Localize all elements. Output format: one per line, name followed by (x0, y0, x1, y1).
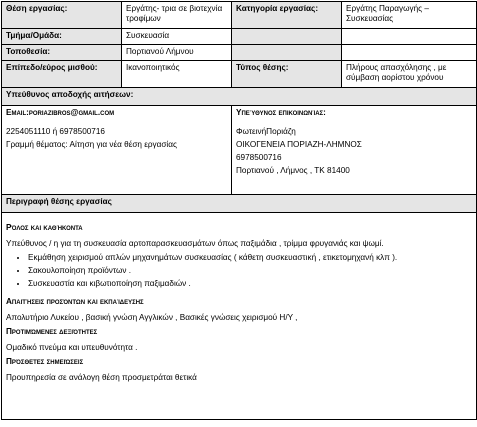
roles-intro: Υπεύθυνος / η για τη συσκευασία αρτοπαρασκευασμάτων όπως παξιμάδια , τρίμμα φρυγανιάς και ψωμί. (6, 239, 384, 248)
empty-value-cell (342, 29, 477, 45)
department-label: Τμήμα/Ομάδα: (2, 29, 122, 45)
department-value: Συσκευασία (122, 29, 232, 45)
department-row (2, 29, 477, 45)
qualifications-title: Απαιτήσεις προσόντων και εκπαίδευσης (6, 297, 144, 306)
applications-header-row (2, 88, 477, 106)
description-cell (2, 213, 477, 420)
applications-header: Υπεύθυνος αποδοχής αιτήσεων: (2, 88, 477, 106)
roles-list (6, 253, 472, 289)
email-label: Email: (6, 108, 29, 117)
position-type-value: Πλήρους απασχόλησης , με σύμβαση αορίστου χρόνου (342, 61, 477, 88)
location-label: Τοποθεσία: (2, 45, 122, 61)
list-item: • Σακουλοποίηση προϊόντων . (28, 266, 472, 276)
empty-value-cell (342, 45, 477, 61)
salary-row (2, 61, 477, 88)
job-title-value: Εργάτης- τρια σε βιοτεχνία τροφίμων (122, 2, 232, 29)
salary-label: Επίπεδο/εύρος μισθού: (2, 61, 122, 88)
job-title-label: Θέση εργασίας: (2, 2, 122, 29)
description-header: Περιγραφή θέσης εργασίας (2, 195, 477, 213)
preferred-skills-title: Προτιμώμενες δεξιότητες (6, 327, 98, 336)
job-title-row (2, 2, 477, 29)
application-contact-cell (2, 106, 232, 195)
contact-person-cell (232, 106, 477, 195)
subject-line: Γραμμή θέματος: Αίτηση για νέα θέση εργασίας (6, 140, 177, 149)
email-link[interactable]: poriazibros@gmail.com (28, 108, 115, 117)
contact-name: ΦωτεινήΠοριάζη (236, 127, 296, 136)
category-label: Κατηγορία εργασίας: (232, 2, 342, 29)
list-item: • Εκμάθηση χειρισμού απλών μηχανημάτων συσκευασίας ( κάθετη συσκευαστική , ετικετομηχανή κλπ ). (28, 253, 472, 263)
phone-numbers: 2254051110 ή 6978500716 (6, 127, 105, 136)
additional-notes-text: Προυπηρεσία σε ανάλογη θέση προσμετράται θετικά (6, 373, 197, 382)
contact-address: Πορτιανού , Λήμνος , ΤΚ 81400 (236, 166, 350, 175)
empty-label-cell (232, 29, 342, 45)
location-value: Πορτιανού Λήμνου (122, 45, 232, 61)
qualifications-text: Απολυτήριο Λυκείου , βασική γνώση Αγγλικών , Βασικές γνώσεις χειρισμού Η/Υ , (6, 313, 298, 322)
job-posting-form (1, 1, 477, 420)
empty-label-cell (232, 45, 342, 61)
additional-notes-title: Πρόσθετες σημειώσεις (6, 357, 84, 366)
list-item: • Συσκευαστία και κιβωτιοποίηση παξιμαδιών . (28, 279, 472, 289)
contact-row (2, 106, 477, 195)
description-row (2, 213, 477, 420)
contact-phone: 6978500716 (236, 153, 282, 162)
description-header-row (2, 195, 477, 213)
location-row (2, 45, 477, 61)
roles-title: Ρόλος και καθήκοντα (6, 223, 83, 232)
contact-person-label: Υπεύθυνος επικοινωνίας: (236, 108, 326, 117)
preferred-skills-text: Ομαδικό πνεύμα και υπευθυνότητα . (6, 343, 138, 352)
salary-value: Ικανοποιητικός (122, 61, 232, 88)
category-value: Εργάτης Παραγωγής – Συσκευασίας (342, 2, 477, 29)
position-type-label: Τύπος θέσης: (232, 61, 342, 88)
contact-family: ΟΙΚΟΓΕΝΕΙΑ ΠΟΡΙΑΖΗ-ΛΗΜΝΟΣ (236, 140, 362, 149)
